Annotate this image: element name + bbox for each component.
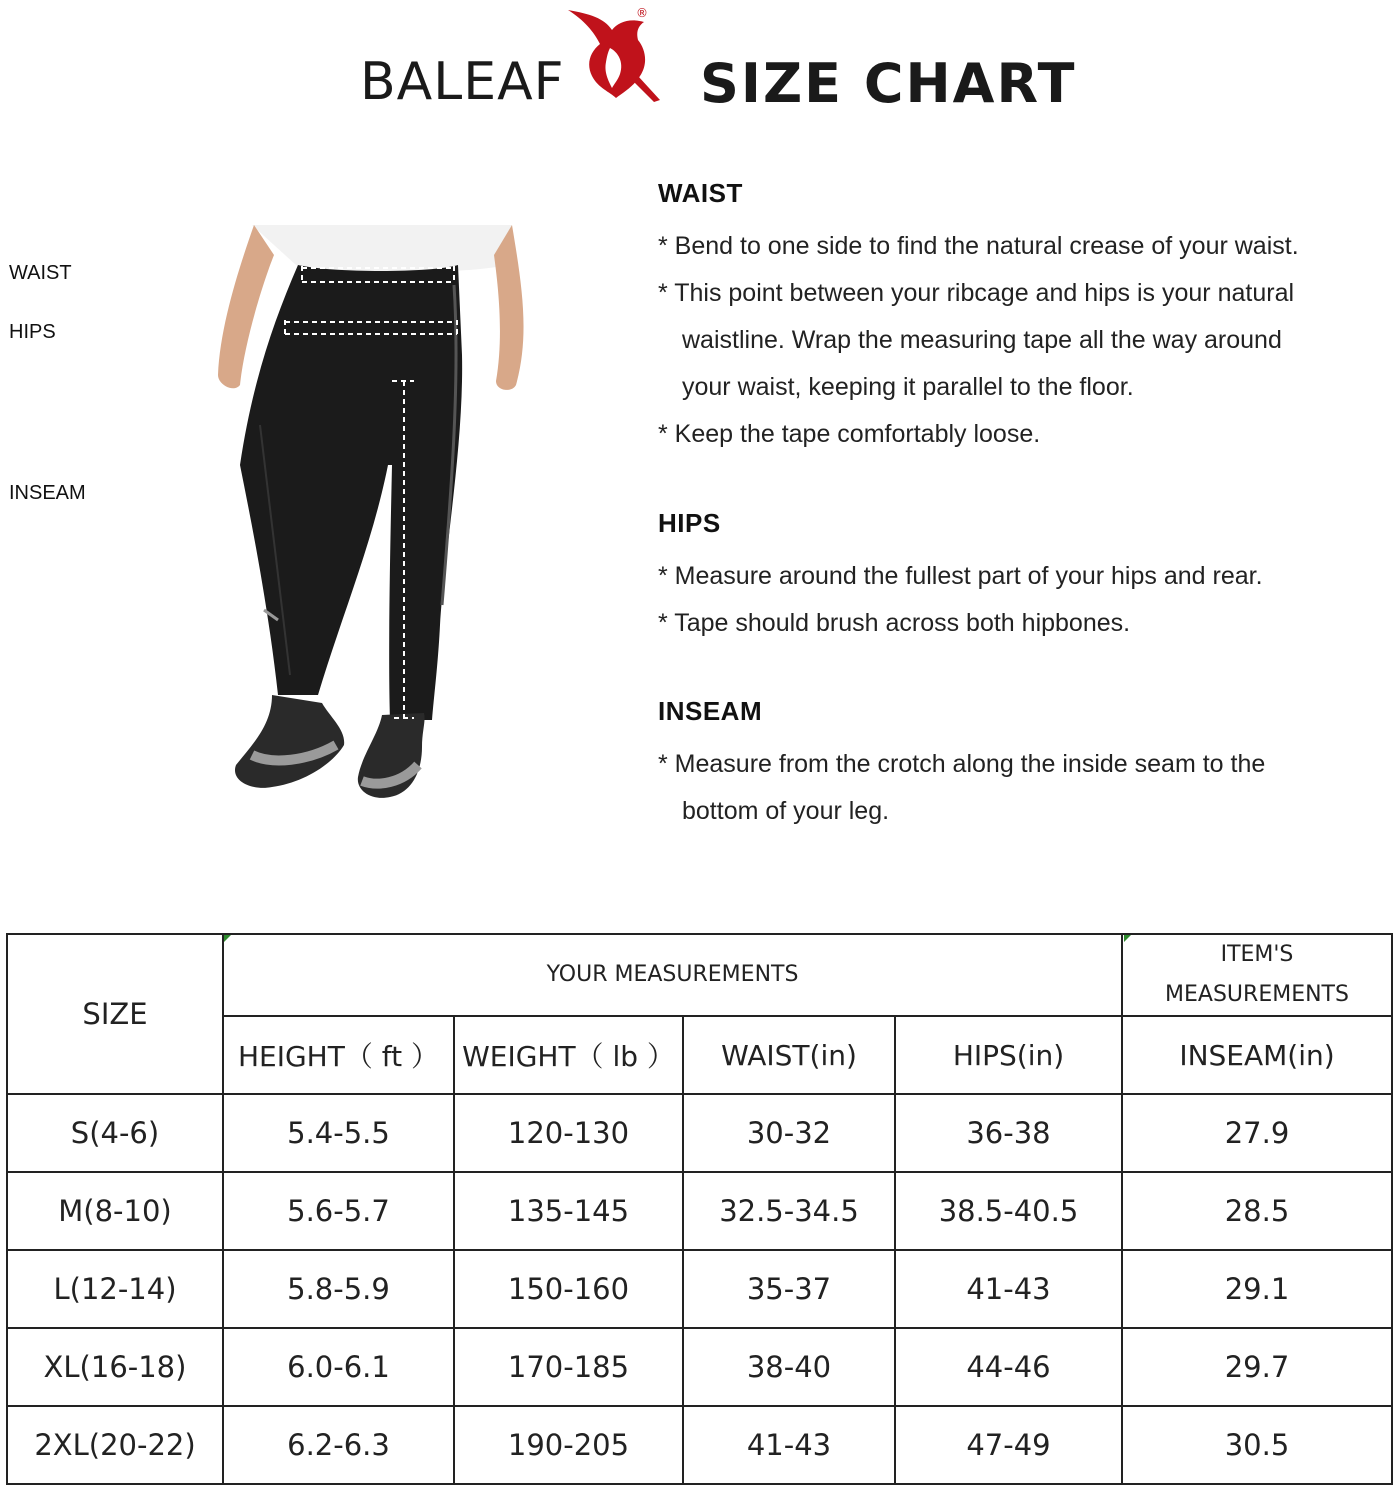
size-cell: 2XL(20-22) bbox=[7, 1406, 223, 1484]
table-row bbox=[7, 1094, 1392, 1172]
items-measurements-line-2: MEASUREMENTS bbox=[1165, 982, 1349, 1007]
hips-cell: 47-49 bbox=[895, 1406, 1122, 1484]
waist-line-1: * Bend to one side to find the natural crease of your waist. bbox=[658, 232, 1299, 260]
waist-line-2: * This point between your ribcage and hips is your natural bbox=[658, 279, 1295, 307]
waist-line-3: waistline. Wrap the measuring tape all the way around bbox=[682, 326, 1282, 354]
column-header-waist: WAIST(in) bbox=[683, 1016, 895, 1094]
hips-cell: 36-38 bbox=[895, 1094, 1122, 1172]
hips-heading: HIPS bbox=[658, 508, 721, 538]
weight-cell: 170-185 bbox=[454, 1328, 683, 1406]
weight-cell: 150-160 bbox=[454, 1250, 683, 1328]
inseam-cell: 28.5 bbox=[1122, 1172, 1392, 1250]
column-header-height: HEIGHT（ ft ） bbox=[223, 1016, 454, 1094]
inseam-heading: INSEAM bbox=[658, 696, 763, 726]
brand-text-part1: BA bbox=[360, 52, 434, 112]
size-chart-table bbox=[6, 933, 1393, 1485]
height-cell: 5.8-5.9 bbox=[223, 1250, 454, 1328]
column-header-weight: WEIGHT（ lb ） bbox=[454, 1016, 683, 1094]
waist-line-4: your waist, keeping it parallel to the floor. bbox=[682, 373, 1134, 401]
model-tights-image bbox=[212, 225, 542, 805]
inseam-line-2: bottom of your leg. bbox=[682, 797, 890, 825]
header bbox=[0, 0, 1400, 130]
inseam-label: INSEAM bbox=[9, 482, 86, 504]
waist-cell: 41-43 bbox=[683, 1406, 895, 1484]
your-measurements-header: YOUR MEASUREMENTS bbox=[223, 934, 1122, 1016]
hips-cell: 41-43 bbox=[895, 1250, 1122, 1328]
waist-label: WAIST bbox=[9, 262, 72, 284]
brand-logo-text bbox=[360, 52, 565, 112]
waist-section bbox=[658, 178, 1378, 458]
size-header: SIZE bbox=[7, 934, 223, 1094]
page-title: SIZE CHART bbox=[700, 52, 1077, 115]
hips-line-2: * Tape should brush across both hipbones. bbox=[658, 609, 1131, 637]
hips-section bbox=[658, 508, 1378, 647]
table-row bbox=[7, 1250, 1392, 1328]
height-cell: 6.2-6.3 bbox=[223, 1406, 454, 1484]
inseam-cell: 30.5 bbox=[1122, 1406, 1392, 1484]
hips-line-1: * Measure around the fullest part of your hips and rear. bbox=[658, 562, 1263, 590]
hips-label: HIPS bbox=[9, 321, 56, 343]
waist-cell: 35-37 bbox=[683, 1250, 895, 1328]
table-header-row-1 bbox=[7, 934, 1392, 1016]
size-cell: M(8-10) bbox=[7, 1172, 223, 1250]
waist-cell: 32.5-34.5 bbox=[683, 1172, 895, 1250]
table-row bbox=[7, 1406, 1392, 1484]
height-cell: 6.0-6.1 bbox=[223, 1328, 454, 1406]
inseam-line-1: * Measure from the crotch along the inside seam to the bbox=[658, 750, 1266, 778]
waist-heading: WAIST bbox=[658, 178, 743, 208]
size-cell: XL(16-18) bbox=[7, 1328, 223, 1406]
items-measurements-line-1: ITEM'S bbox=[1220, 942, 1294, 967]
hips-cell: 38.5-40.5 bbox=[895, 1172, 1122, 1250]
inseam-cell: 29.7 bbox=[1122, 1328, 1392, 1406]
cell-marker-icon bbox=[1124, 935, 1131, 942]
column-header-hips: HIPS(in) bbox=[895, 1016, 1122, 1094]
hips-cell: 44-46 bbox=[895, 1328, 1122, 1406]
weight-cell: 135-145 bbox=[454, 1172, 683, 1250]
waist-cell: 30-32 bbox=[683, 1094, 895, 1172]
table-row bbox=[7, 1328, 1392, 1406]
items-measurements-header bbox=[1122, 934, 1392, 1016]
height-cell: 5.4-5.5 bbox=[223, 1094, 454, 1172]
waist-line-5: * Keep the tape comfortably loose. bbox=[658, 420, 1041, 448]
weight-cell: 190-205 bbox=[454, 1406, 683, 1484]
cell-marker-icon bbox=[224, 935, 231, 942]
inseam-section bbox=[658, 696, 1378, 835]
inseam-cell: 29.1 bbox=[1122, 1250, 1392, 1328]
weight-cell: 120-130 bbox=[454, 1094, 683, 1172]
size-cell: L(12-14) bbox=[7, 1250, 223, 1328]
waist-cell: 38-40 bbox=[683, 1328, 895, 1406]
table-row bbox=[7, 1172, 1392, 1250]
inseam-cell: 27.9 bbox=[1122, 1094, 1392, 1172]
height-cell: 5.6-5.7 bbox=[223, 1172, 454, 1250]
column-header-inseam: INSEAM(in) bbox=[1122, 1016, 1392, 1094]
leaf-flame-logo-icon bbox=[560, 4, 664, 104]
size-cell: S(4-6) bbox=[7, 1094, 223, 1172]
brand-text-part2: LEAF bbox=[433, 52, 565, 112]
registered-mark: ® bbox=[636, 6, 648, 20]
